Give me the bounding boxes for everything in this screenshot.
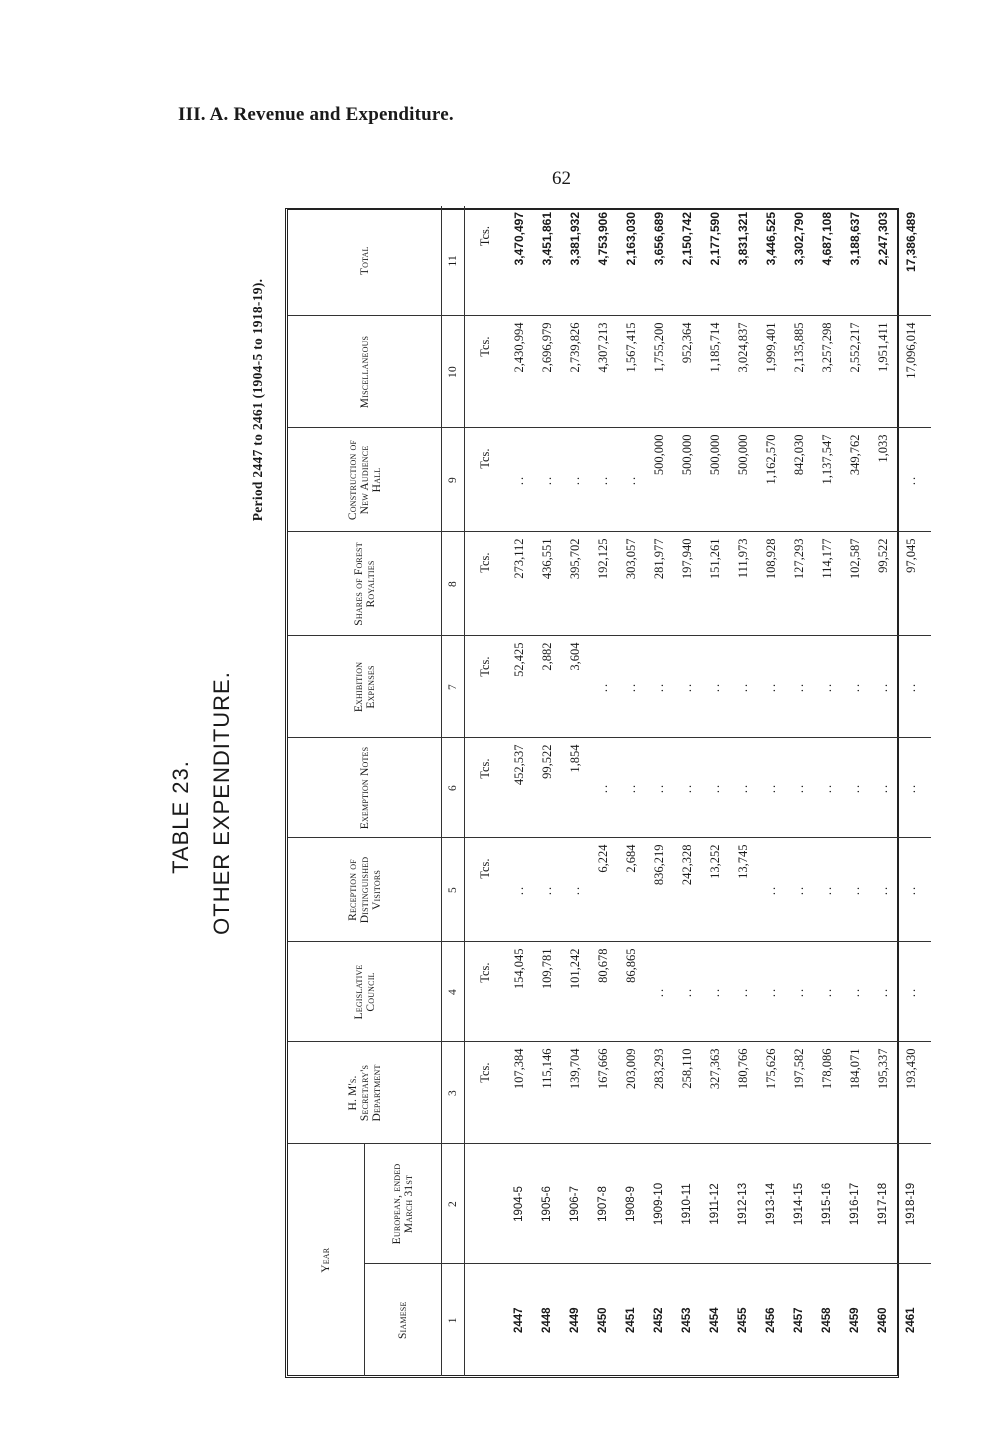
col-4-header: Legislative Council — [288, 942, 442, 1042]
col-2-header: European, ended March 31st — [365, 1144, 442, 1264]
cell-c11: 3,188,637 — [841, 206, 869, 316]
cell-c11: 3,656,689 — [645, 206, 673, 316]
cell-siamese: 2460 — [877, 1307, 889, 1334]
cell-c8: 102,587 — [841, 532, 869, 636]
cell-c9: 349,762 — [841, 428, 869, 532]
table-row — [645, 206, 673, 1376]
cell-c6: .. — [673, 738, 701, 838]
cell-c8: 97,045 — [897, 532, 931, 636]
cell-c9: 500,000 — [701, 428, 729, 532]
cell-c7: .. — [729, 636, 757, 738]
col-num: 10 — [442, 316, 465, 428]
cell-c8: 108,928 — [757, 532, 785, 636]
cell-c11: 2,163,030 — [617, 206, 645, 316]
other-expenditure-table — [288, 206, 931, 1376]
cell-c9: 500,000 — [645, 428, 673, 532]
table-row — [869, 206, 897, 1376]
page-number: 62 — [552, 168, 571, 189]
cell-c5: .. — [505, 838, 533, 942]
cell-c5: 6,224 — [589, 838, 617, 942]
cell-c4: .. — [813, 942, 841, 1042]
cell-siamese: 2452 — [653, 1307, 665, 1334]
cell-c4: .. — [673, 942, 701, 1042]
cell-c4: 109,781 — [533, 942, 561, 1042]
cell-european: 1913-14 — [757, 1144, 785, 1264]
cell-c5: 13,745 — [729, 838, 757, 942]
cell-c11: 2,150,742 — [673, 206, 701, 316]
cell-c9: .. — [897, 428, 931, 532]
table-row — [589, 206, 617, 1376]
col-num: 9 — [442, 428, 465, 532]
cell-c11: 4,687,108 — [813, 206, 841, 316]
cell-c4: .. — [897, 942, 931, 1042]
cell-c3: 180,766 — [729, 1042, 757, 1144]
col-num: 11 — [442, 206, 465, 316]
cell-c6: .. — [897, 738, 931, 838]
cell-european: 1916-17 — [841, 1144, 869, 1264]
col-num: 1 — [442, 1264, 465, 1376]
cell-c9: .. — [533, 428, 561, 532]
table-title: OTHER EXPENDITURE. — [209, 671, 234, 935]
cell-c4: 154,045 — [505, 942, 533, 1042]
table-body — [465, 206, 932, 1376]
cell-c4: .. — [785, 942, 813, 1042]
cell-c6: .. — [785, 738, 813, 838]
column-number-row — [442, 206, 465, 1376]
cell-c3: 283,293 — [645, 1042, 673, 1144]
units-cell: Tcs. — [465, 942, 506, 1042]
cell-european: 1904-5 — [505, 1144, 533, 1264]
cell-c7: .. — [757, 636, 785, 738]
cell-c4: .. — [757, 942, 785, 1042]
table-row — [617, 206, 645, 1376]
year-group-header: Year — [288, 1144, 365, 1376]
table-number: TABLE 23. — [168, 760, 193, 874]
section-heading: III. A. Revenue and Expenditure. — [178, 104, 454, 125]
col-num: 7 — [442, 636, 465, 738]
cell-c6: .. — [813, 738, 841, 838]
header-row — [288, 206, 365, 1376]
cell-c5: .. — [869, 838, 897, 942]
cell-siamese: 2456 — [765, 1307, 777, 1334]
units-cell — [465, 1264, 506, 1376]
cell-c4: 80,678 — [589, 942, 617, 1042]
cell-c6: .. — [729, 738, 757, 838]
cell-c5: .. — [561, 838, 589, 942]
rotated-table-holder — [288, 206, 918, 1376]
units-cell: Tcs. — [465, 636, 506, 738]
units-cell: Tcs. — [465, 532, 506, 636]
cell-european: 1910-11 — [673, 1144, 701, 1264]
cell-c5: .. — [897, 838, 931, 942]
cell-siamese: 2449 — [569, 1307, 581, 1334]
col-num: 2 — [442, 1144, 465, 1264]
cell-c8: 395,702 — [561, 532, 589, 636]
cell-c7: .. — [897, 636, 931, 738]
cell-c6: 452,537 — [505, 738, 533, 838]
cell-c9: .. — [505, 428, 533, 532]
cell-c7: .. — [813, 636, 841, 738]
cell-c7: .. — [869, 636, 897, 738]
cell-c4: 86,865 — [617, 942, 645, 1042]
cell-c5: .. — [841, 838, 869, 942]
cell-c7: .. — [645, 636, 673, 738]
cell-c5: .. — [785, 838, 813, 942]
cell-c10: 4,307,213 — [589, 316, 617, 428]
cell-siamese: 2458 — [821, 1307, 833, 1334]
cell-c8: 303,057 — [617, 532, 645, 636]
cell-c8: 281,977 — [645, 532, 673, 636]
cell-c6: .. — [869, 738, 897, 838]
cell-c11: 17,386,489 — [897, 206, 931, 316]
cell-c4: 101,242 — [561, 942, 589, 1042]
cell-c4: .. — [701, 942, 729, 1042]
cell-c5: 836,219 — [645, 838, 673, 942]
cell-c9: 1,162,570 — [757, 428, 785, 532]
table-row — [533, 206, 561, 1376]
units-cell: Tcs. — [465, 316, 506, 428]
col-3-header: H. M's. Secretary's Department — [288, 1042, 442, 1144]
cell-siamese: 2455 — [737, 1307, 749, 1334]
cell-c10: 2,430,994 — [505, 316, 533, 428]
cell-c7: .. — [841, 636, 869, 738]
table-row — [673, 206, 701, 1376]
cell-c6: 1,854 — [561, 738, 589, 838]
cell-c8: 99,522 — [869, 532, 897, 636]
cell-siamese: 2450 — [597, 1307, 609, 1334]
cell-c9: 500,000 — [729, 428, 757, 532]
cell-european: 1911-12 — [701, 1144, 729, 1264]
cell-c10: 2,696,979 — [533, 316, 561, 428]
cell-european: 1915-16 — [813, 1144, 841, 1264]
cell-c9: .. — [561, 428, 589, 532]
cell-c3: 193,430 — [897, 1042, 931, 1144]
cell-c8: 151,261 — [701, 532, 729, 636]
cell-c11: 4,753,906 — [589, 206, 617, 316]
cell-c5: 242,328 — [673, 838, 701, 942]
col-11-header: Total — [288, 206, 442, 316]
cell-c3: 327,363 — [701, 1042, 729, 1144]
cell-c6: .. — [701, 738, 729, 838]
col-7-header: Exhibition Expenses — [288, 636, 442, 738]
cell-c11: 2,177,590 — [701, 206, 729, 316]
table-row — [897, 206, 931, 1376]
table-row — [505, 206, 533, 1376]
cell-c11: 3,831,321 — [729, 206, 757, 316]
cell-c11: 3,381,932 — [561, 206, 589, 316]
cell-c7: .. — [589, 636, 617, 738]
cell-c3: 197,582 — [785, 1042, 813, 1144]
cell-c10: 1,755,200 — [645, 316, 673, 428]
cell-c3: 203,009 — [617, 1042, 645, 1144]
cell-c9: 1,033 — [869, 428, 897, 532]
cell-c9: 842,030 — [785, 428, 813, 532]
cell-c6: .. — [589, 738, 617, 838]
cell-c8: 273,112 — [505, 532, 533, 636]
cell-european: 1914-15 — [785, 1144, 813, 1264]
cell-siamese: 2447 — [513, 1307, 525, 1334]
cell-c8: 197,940 — [673, 532, 701, 636]
cell-c6: .. — [645, 738, 673, 838]
cell-c3: 139,704 — [561, 1042, 589, 1144]
cell-c5: .. — [533, 838, 561, 942]
cell-c8: 114,177 — [813, 532, 841, 636]
cell-siamese: 2453 — [681, 1307, 693, 1334]
table-row — [701, 206, 729, 1376]
cell-c11: 3,302,790 — [785, 206, 813, 316]
cell-c10: 2,552,217 — [841, 316, 869, 428]
cell-c7: .. — [673, 636, 701, 738]
cell-c3: 258,110 — [673, 1042, 701, 1144]
units-cell: Tcs. — [465, 1042, 506, 1144]
cell-c10: 1,951,411 — [869, 316, 897, 428]
cell-european: 1912-13 — [729, 1144, 757, 1264]
cell-c4: .. — [645, 942, 673, 1042]
cell-c8: 127,293 — [785, 532, 813, 636]
cell-c10: 1,999,401 — [757, 316, 785, 428]
cell-c6: .. — [757, 738, 785, 838]
cell-c10: 3,024,837 — [729, 316, 757, 428]
cell-siamese: 2457 — [793, 1307, 805, 1334]
cell-c8: 192,125 — [589, 532, 617, 636]
cell-european: 1908-9 — [617, 1144, 645, 1264]
cell-c11: 3,446,525 — [757, 206, 785, 316]
col-1-header: Siamese — [397, 1301, 409, 1340]
col-num: 4 — [442, 942, 465, 1042]
units-cell: Tcs. — [465, 838, 506, 942]
units-cell: Tcs. — [465, 428, 506, 532]
cell-c4: .. — [729, 942, 757, 1042]
cell-european: 1906-7 — [561, 1144, 589, 1264]
cell-siamese: 2448 — [541, 1307, 553, 1334]
cell-c8: 111,973 — [729, 532, 757, 636]
cell-c4: .. — [869, 942, 897, 1042]
cell-c3: 178,086 — [813, 1042, 841, 1144]
table-row — [729, 206, 757, 1376]
cell-european: 1918-19 — [897, 1144, 931, 1264]
col-6-header: Exemption Notes — [288, 738, 442, 838]
cell-european: 1905-6 — [533, 1144, 561, 1264]
table-frame — [285, 208, 918, 1378]
cell-c10: 1,567,415 — [617, 316, 645, 428]
cell-c7: 52,425 — [505, 636, 533, 738]
cell-c8: 436,551 — [533, 532, 561, 636]
col-num: 3 — [442, 1042, 465, 1144]
cell-c10: 17,096,014 — [897, 316, 931, 428]
units-cell — [465, 1144, 506, 1264]
col-10-header: Miscellaneous — [288, 316, 442, 428]
cell-c10: 2,135,885 — [785, 316, 813, 428]
cell-c5: .. — [813, 838, 841, 942]
cell-c7: .. — [785, 636, 813, 738]
cell-c5: 13,252 — [701, 838, 729, 942]
cell-c9: 500,000 — [673, 428, 701, 532]
units-cell: Tcs. — [465, 738, 506, 838]
cell-c9: .. — [617, 428, 645, 532]
cell-c3: 107,384 — [505, 1042, 533, 1144]
units-row — [465, 206, 506, 1376]
cell-c7: 2,882 — [533, 636, 561, 738]
cell-c7: 3,604 — [561, 636, 589, 738]
cell-c3: 195,337 — [869, 1042, 897, 1144]
cell-c3: 167,666 — [589, 1042, 617, 1144]
period-line: Period 2447 to 2461 (1904-5 to 1918-19). — [250, 278, 265, 522]
col-9-header: Construction of New Audience Hall — [288, 428, 442, 532]
cell-european: 1917-18 — [869, 1144, 897, 1264]
cell-siamese: 2461 — [905, 1307, 917, 1334]
cell-c3: 184,071 — [841, 1042, 869, 1144]
cell-c3: 175,626 — [757, 1042, 785, 1144]
cell-c6: .. — [617, 738, 645, 838]
table-row — [841, 206, 869, 1376]
cell-c10: 1,185,714 — [701, 316, 729, 428]
cell-c3: 115,146 — [533, 1042, 561, 1144]
units-cell: Tcs. — [465, 206, 506, 316]
cell-c5: 2,684 — [617, 838, 645, 942]
cell-c11: 3,451,861 — [533, 206, 561, 316]
cell-c9: .. — [589, 428, 617, 532]
col-8-header: Shares of Forest Royalties — [288, 532, 442, 636]
col-num: 8 — [442, 532, 465, 636]
cell-c10: 3,257,298 — [813, 316, 841, 428]
cell-c7: .. — [617, 636, 645, 738]
col-num: 6 — [442, 738, 465, 838]
cell-c9: 1,137,547 — [813, 428, 841, 532]
cell-c7: .. — [701, 636, 729, 738]
cell-c10: 2,739,826 — [561, 316, 589, 428]
table-row — [757, 206, 785, 1376]
cell-european: 1909-10 — [645, 1144, 673, 1264]
cell-c4: .. — [841, 942, 869, 1042]
cell-c10: 952,364 — [673, 316, 701, 428]
table-row — [561, 206, 589, 1376]
cell-c6: .. — [841, 738, 869, 838]
cell-siamese: 2451 — [625, 1307, 637, 1334]
table-row — [813, 206, 841, 1376]
table-row — [785, 206, 813, 1376]
cell-siamese: 2459 — [849, 1307, 861, 1334]
cell-c6: 99,522 — [533, 738, 561, 838]
cell-c5: .. — [757, 838, 785, 942]
col-5-header: Reception of Distinguished Visitors — [288, 838, 442, 942]
cell-european: 1907-8 — [589, 1144, 617, 1264]
cell-c11: 3,470,497 — [505, 206, 533, 316]
cell-c11: 2,247,303 — [869, 206, 897, 316]
cell-siamese: 2454 — [709, 1307, 721, 1334]
col-num: 5 — [442, 838, 465, 942]
